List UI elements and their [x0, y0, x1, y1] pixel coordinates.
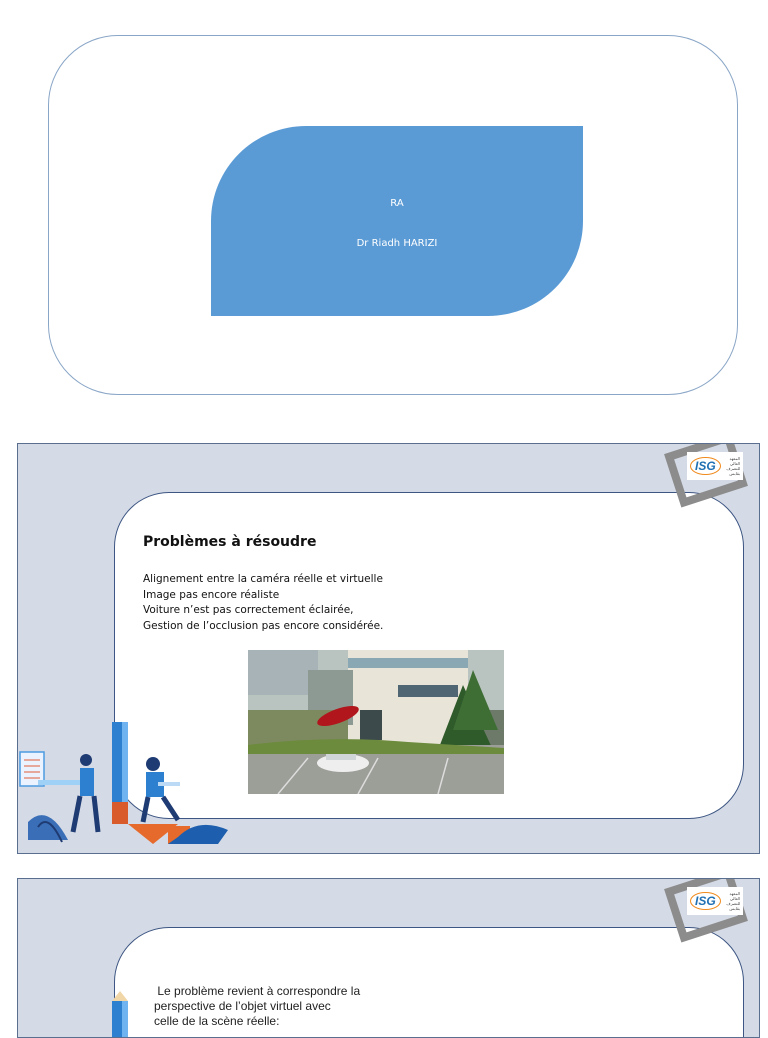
slide-heading: Problèmes à résoudre: [143, 534, 317, 550]
logo-badge: [687, 887, 743, 915]
body-line: Le problème revient à correspondre la: [154, 984, 361, 998]
slide-body-text: [143, 572, 383, 634]
logo-text: ISG: [690, 457, 721, 475]
body-line: Voiture n’est pas correctement éclairée,: [143, 604, 354, 616]
ar-scene-photo: [248, 650, 504, 794]
body-line: Gestion de l’occlusion pas encore considérée.: [143, 619, 384, 632]
content-slide-problems: [17, 443, 760, 854]
body-line: Alignement entre la caméra réelle et virtuelle: [143, 573, 383, 585]
logo-arabic-text: المعهد العالي للتصرف بقابس: [726, 891, 740, 911]
isg-logo: [665, 878, 751, 945]
slide-body-text: [154, 984, 360, 1029]
title-slide: [48, 35, 738, 395]
isg-logo: [665, 443, 751, 510]
slide-title: RA: [390, 198, 404, 209]
people-illustration: [18, 722, 238, 854]
title-shape: [211, 126, 583, 316]
logo-arabic-text: المعهد العالي للتصرف بقابس: [726, 456, 740, 476]
content-slide-perspective: [17, 878, 760, 1038]
body-line: celle de la scène réelle:: [154, 1014, 280, 1028]
slide-subtitle: Dr Riadh HARIZI: [356, 238, 438, 249]
logo-text: ISG: [690, 892, 721, 910]
pencil-decoration: [112, 991, 128, 1038]
logo-badge: [687, 452, 743, 480]
body-line: perspective de l’objet virtuel avec: [154, 999, 331, 1013]
body-line: Image pas encore réaliste: [143, 588, 280, 601]
